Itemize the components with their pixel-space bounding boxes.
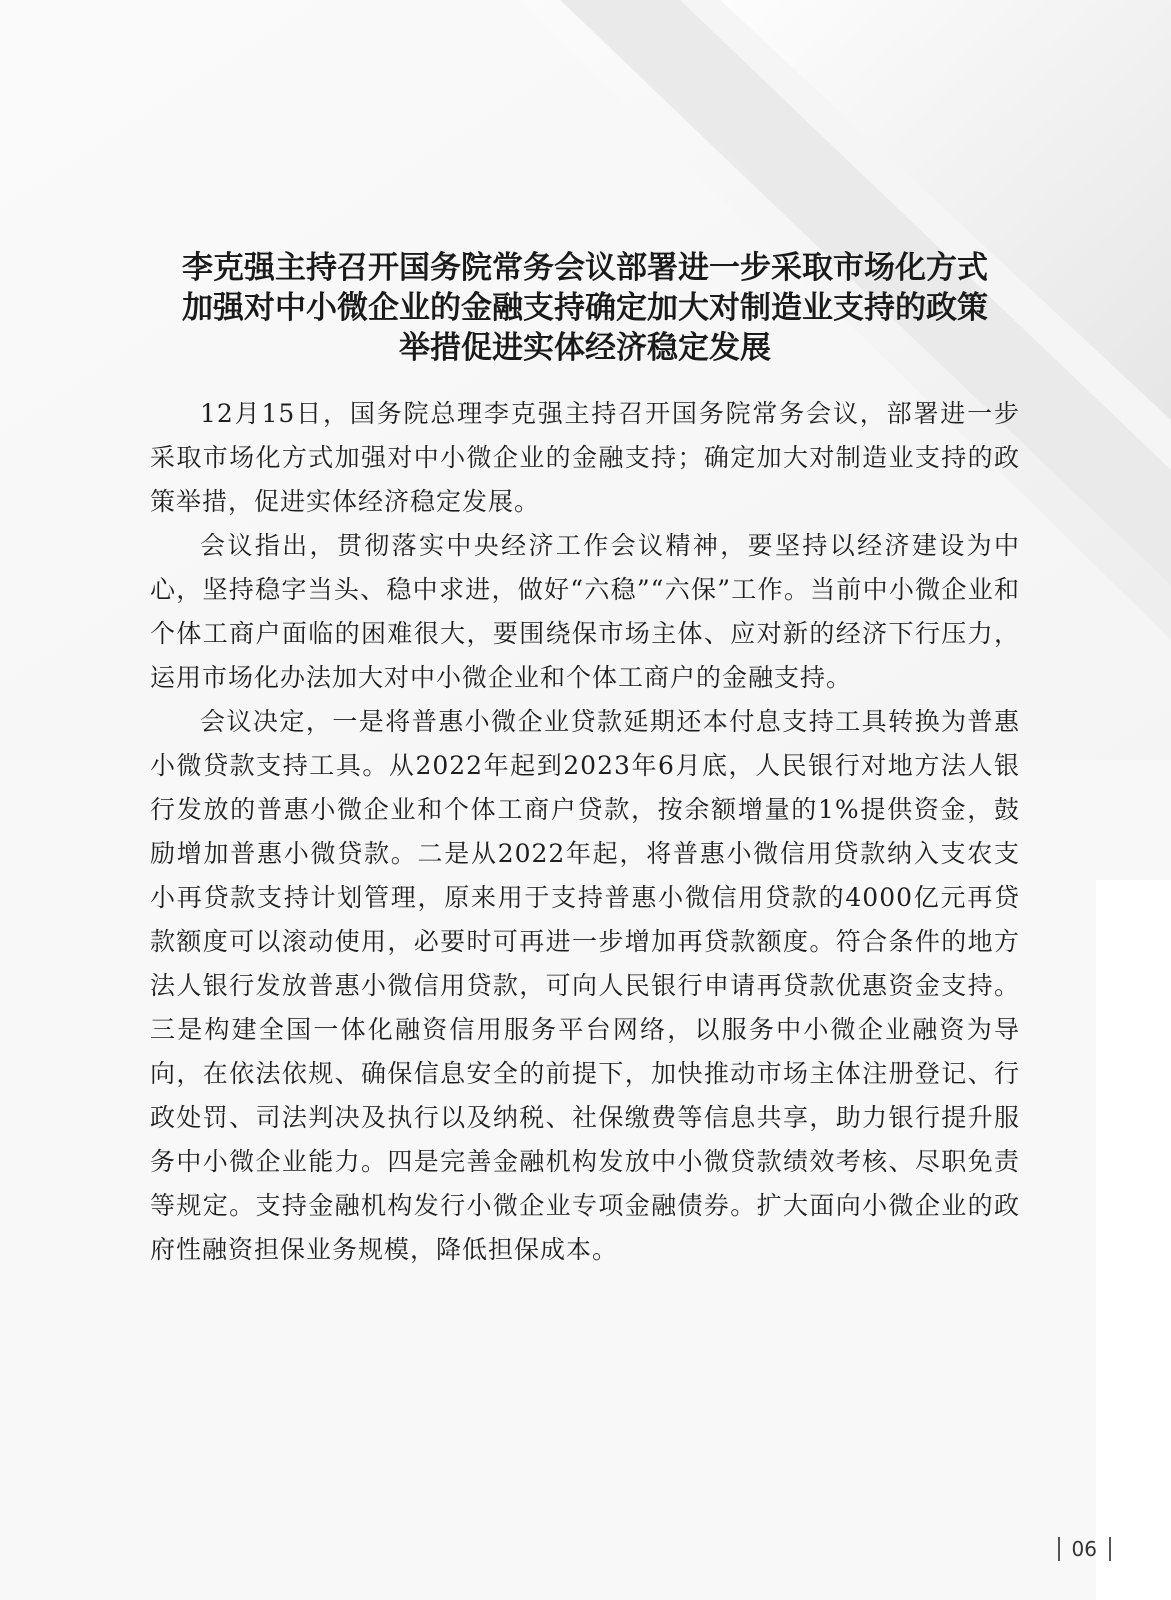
title-line: 加强对中小微企业的金融支持确定加大对制造业支持的政策 bbox=[182, 290, 988, 326]
title-line: 李克强主持召开国务院常务会议部署进一步采取市场化方式 bbox=[182, 250, 988, 286]
article-title bbox=[140, 248, 1030, 368]
article-body bbox=[150, 392, 1020, 1272]
paragraph: 会议决定，一是将普惠小微企业贷款延期还本付息支持工具转换为普惠小微贷款支持工具。从2022年起到2023年6月底，人民银行对地方法人银行发放的普惠小微企业和个体工商户贷款，按余额增量的1%提供资金，鼓励增加普惠小微贷款。二是从2022年起，将普惠小微信用贷款纳入支农支小再贷款支持计划管理，原来用于支持普惠小微信用贷款的4000亿元再贷款额度可以滚动使用，必要时可再进一步增加再贷款额度。符合条件的地方法人银行发放普惠小微信用贷款，可向人民银行申请再贷款优惠资金支持。三是构建全国一体化融资信用服务平台网络，以服务中小微企业融资为导向，在依法依规、确保信息安全的前提下，加快推动市场主体注册登记、行政处罚、司法判决及执行以及纳税、社保缴费等信息共享，助力银行提升服务中小微企业能力。四是完善金融机构发放中小微贷款绩效考核、尽职免责等规定。支持金融机构发行小微企业专项金融债券。扩大面向小微企业的政府性融资担保业务规模，降低担保成本。 bbox=[150, 707, 1020, 1264]
title-line: 举措促进实体经济稳定发展 bbox=[399, 330, 771, 366]
paragraph: 12月15日，国务院总理李克强主持召开国务院常务会议，部署进一步采取市场化方式加强对中小微企业的金融支持；确定加大对制造业支持的政策举措，促进实体经济稳定发展。 bbox=[150, 399, 1020, 516]
page-number-text: 06 bbox=[1071, 1537, 1097, 1561]
page-number bbox=[1058, 1537, 1111, 1561]
page-number-divider bbox=[1109, 1537, 1111, 1561]
paragraph: 会议指出，贯彻落实中央经济工作会议精神，要坚持以经济建设为中心，坚持稳字当头、稳中求进，做好“六稳”“六保”工作。当前中小微企业和个体工商户面临的困难很大，要围绕保市场主体、应对新的经济下行压力，运用市场化办法加大对中小微企业和个体工商户的金融支持。 bbox=[150, 531, 1020, 692]
page-number-divider bbox=[1058, 1537, 1060, 1561]
